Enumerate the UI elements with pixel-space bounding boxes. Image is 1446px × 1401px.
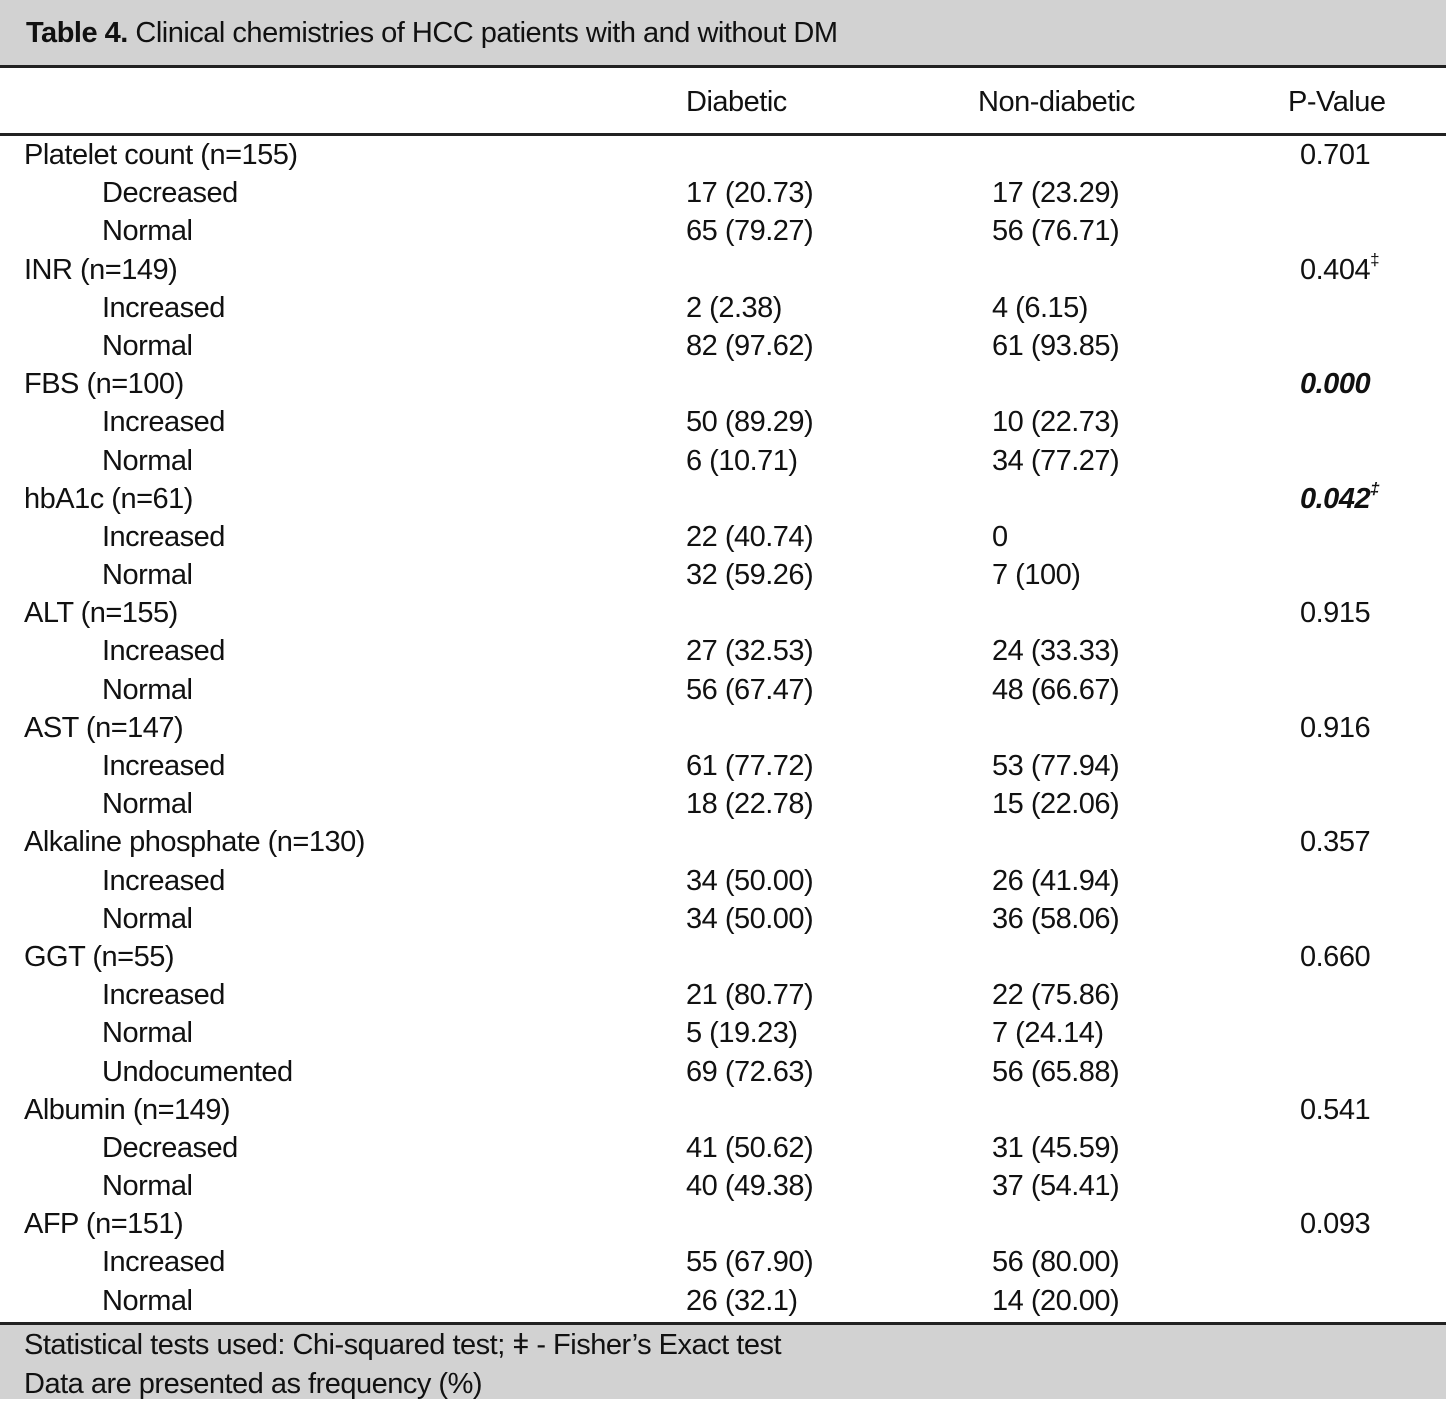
row-label: Decreased <box>102 177 238 210</box>
table-number: Table 4. <box>26 17 128 49</box>
table-title <box>26 17 838 50</box>
cell-diabetic: 21 (80.77) <box>686 979 814 1012</box>
table-row-variable <box>0 595 1446 633</box>
table-row-category <box>0 977 1446 1015</box>
row-label: Normal <box>102 1170 193 1203</box>
cell-non-diabetic: 37 (54.41) <box>992 1170 1120 1203</box>
cell-diabetic: 55 (67.90) <box>686 1246 814 1279</box>
row-label: Increased <box>102 635 225 668</box>
table-row-variable <box>0 478 1446 519</box>
table-body <box>0 137 1446 1321</box>
cell-non-diabetic: 0 <box>992 520 1008 553</box>
cell-p-value: 0.093 <box>1300 1208 1371 1241</box>
cell-non-diabetic: 7 (24.14) <box>992 1017 1104 1050</box>
table-row-category <box>0 1283 1446 1321</box>
column-header-non-diabetic: Non-diabetic <box>978 86 1135 118</box>
row-label: Platelet count (n=155) <box>24 139 298 171</box>
cell-p-value: 0.915 <box>1300 597 1371 630</box>
cell-non-diabetic: 10 (22.73) <box>992 406 1120 439</box>
cell-non-diabetic: 48 (66.67) <box>992 673 1120 706</box>
cell-non-diabetic: 24 (33.33) <box>992 635 1120 668</box>
footer-data-note: Data are presented as frequency (%) <box>24 1368 483 1400</box>
table-row-category <box>0 672 1446 710</box>
footer-tests-note: Statistical tests used: Chi-squared test; ǂ - Fisher’s Exact test <box>24 1329 781 1361</box>
cell-non-diabetic: 34 (77.27) <box>992 444 1120 477</box>
cell-non-diabetic: 56 (65.88) <box>992 1055 1120 1088</box>
cell-diabetic: 34 (50.00) <box>686 864 814 897</box>
row-label: Increased <box>102 864 225 897</box>
table-row-category <box>0 1054 1446 1092</box>
table-header <box>0 68 1446 136</box>
table-row-category <box>0 633 1446 671</box>
cell-non-diabetic: 53 (77.94) <box>992 750 1120 782</box>
row-label: AFP (n=151) <box>24 1208 184 1241</box>
row-label: Increased <box>102 750 225 782</box>
cell-non-diabetic: 14 (20.00) <box>992 1284 1120 1317</box>
cell-p-value: 0.916 <box>1300 711 1371 744</box>
row-label: Increased <box>102 291 225 324</box>
row-label: Normal <box>102 329 193 362</box>
cell-p-value: 0.357 <box>1300 826 1371 859</box>
column-header-p-value: P-Value <box>1288 86 1386 118</box>
cell-p-value: 0.000 <box>1300 368 1371 401</box>
table-row-category <box>0 175 1446 213</box>
cell-diabetic: 2 (2.38) <box>686 291 782 324</box>
cell-diabetic: 18 (22.78) <box>686 788 814 821</box>
row-label: ALT (n=155) <box>24 597 178 630</box>
table-row-category <box>0 1244 1446 1282</box>
table-row-variable <box>0 710 1446 748</box>
table-row-variable <box>0 137 1446 175</box>
table-row-variable <box>0 249 1446 290</box>
fisher-mark: ‡ <box>1370 249 1380 269</box>
row-label: Normal <box>102 559 193 592</box>
table-title-bar <box>0 0 1446 68</box>
table-row-category <box>0 1130 1446 1168</box>
cell-non-diabetic: 22 (75.86) <box>992 979 1120 1012</box>
row-label: hbA1c (n=61) <box>24 482 193 515</box>
cell-diabetic: 40 (49.38) <box>686 1170 814 1203</box>
cell-diabetic: 27 (32.53) <box>686 635 814 668</box>
row-label: Increased <box>102 1246 225 1279</box>
table-row-category <box>0 404 1446 442</box>
cell-non-diabetic: 36 (58.06) <box>992 902 1120 935</box>
row-label: FBS (n=100) <box>24 368 184 401</box>
fisher-mark: ‡ <box>1370 478 1380 498</box>
cell-non-diabetic: 31 (45.59) <box>992 1131 1120 1164</box>
row-label: Normal <box>102 444 193 477</box>
cell-non-diabetic: 26 (41.94) <box>992 864 1120 897</box>
table-row-category <box>0 1015 1446 1053</box>
row-label: Increased <box>102 979 225 1012</box>
table-row-category <box>0 748 1446 786</box>
cell-diabetic: 26 (32.1) <box>686 1284 798 1317</box>
row-label: Undocumented <box>102 1055 293 1088</box>
row-label: INR (n=149) <box>24 253 178 286</box>
cell-p-value: 0.701 <box>1300 139 1371 171</box>
table-row-variable <box>0 824 1446 862</box>
row-label: Increased <box>102 406 225 439</box>
cell-diabetic: 82 (97.62) <box>686 329 814 362</box>
cell-diabetic: 6 (10.71) <box>686 444 798 477</box>
cell-diabetic: 56 (67.47) <box>686 673 814 706</box>
cell-p-value: 0.541 <box>1300 1093 1371 1126</box>
table-row-variable <box>0 939 1446 977</box>
table-row-category <box>0 328 1446 366</box>
table-caption: Clinical chemistries of HCC patients with and without DM <box>135 17 838 49</box>
table-row-variable <box>0 1092 1446 1130</box>
cell-diabetic: 50 (89.29) <box>686 406 814 439</box>
cell-diabetic: 17 (20.73) <box>686 177 814 210</box>
row-label: Alkaline phosphate (n=130) <box>24 826 365 859</box>
cell-non-diabetic: 7 (100) <box>992 559 1081 592</box>
cell-diabetic: 65 (79.27) <box>686 215 814 248</box>
table-row-category <box>0 901 1446 939</box>
cell-non-diabetic: 61 (93.85) <box>992 329 1120 362</box>
cell-diabetic: 22 (40.74) <box>686 520 814 553</box>
cell-diabetic: 32 (59.26) <box>686 559 814 592</box>
row-label: Normal <box>102 673 193 706</box>
column-header-diabetic: Diabetic <box>686 86 787 118</box>
table-row-category <box>0 290 1446 328</box>
row-label: AST (n=147) <box>24 711 184 744</box>
cell-non-diabetic: 4 (6.15) <box>992 291 1088 324</box>
row-label: GGT (n=55) <box>24 940 174 973</box>
table-row-category <box>0 1168 1446 1206</box>
cell-diabetic: 61 (77.72) <box>686 750 814 782</box>
cell-diabetic: 41 (50.62) <box>686 1131 814 1164</box>
table-row-category <box>0 557 1446 595</box>
row-label: Normal <box>102 1284 193 1317</box>
row-label: Normal <box>102 788 193 821</box>
table-row-category <box>0 213 1446 251</box>
table-row-category <box>0 786 1446 824</box>
cell-diabetic: 34 (50.00) <box>686 902 814 935</box>
cell-non-diabetic: 15 (22.06) <box>992 788 1120 821</box>
cell-diabetic: 5 (19.23) <box>686 1017 798 1050</box>
table-row-variable <box>0 1206 1446 1244</box>
cell-diabetic: 69 (72.63) <box>686 1055 814 1088</box>
cell-non-diabetic: 17 (23.29) <box>992 177 1120 210</box>
row-label: Normal <box>102 902 193 935</box>
row-label: Decreased <box>102 1131 238 1164</box>
table-row-category <box>0 443 1446 481</box>
cell-p-value: 0.660 <box>1300 940 1371 973</box>
table-footer <box>0 1322 1446 1399</box>
cell-non-diabetic: 56 (80.00) <box>992 1246 1120 1279</box>
row-label: Increased <box>102 520 225 553</box>
row-label: Albumin (n=149) <box>24 1093 231 1126</box>
cell-non-diabetic: 56 (76.71) <box>992 215 1120 248</box>
cell-p-value: 0.404‡ <box>1300 249 1380 286</box>
table-row-category <box>0 519 1446 557</box>
table-row-category <box>0 863 1446 901</box>
row-label: Normal <box>102 1017 193 1050</box>
row-label: Normal <box>102 215 193 248</box>
cell-p-value: 0.042‡ <box>1300 478 1380 515</box>
table-row-variable <box>0 366 1446 404</box>
